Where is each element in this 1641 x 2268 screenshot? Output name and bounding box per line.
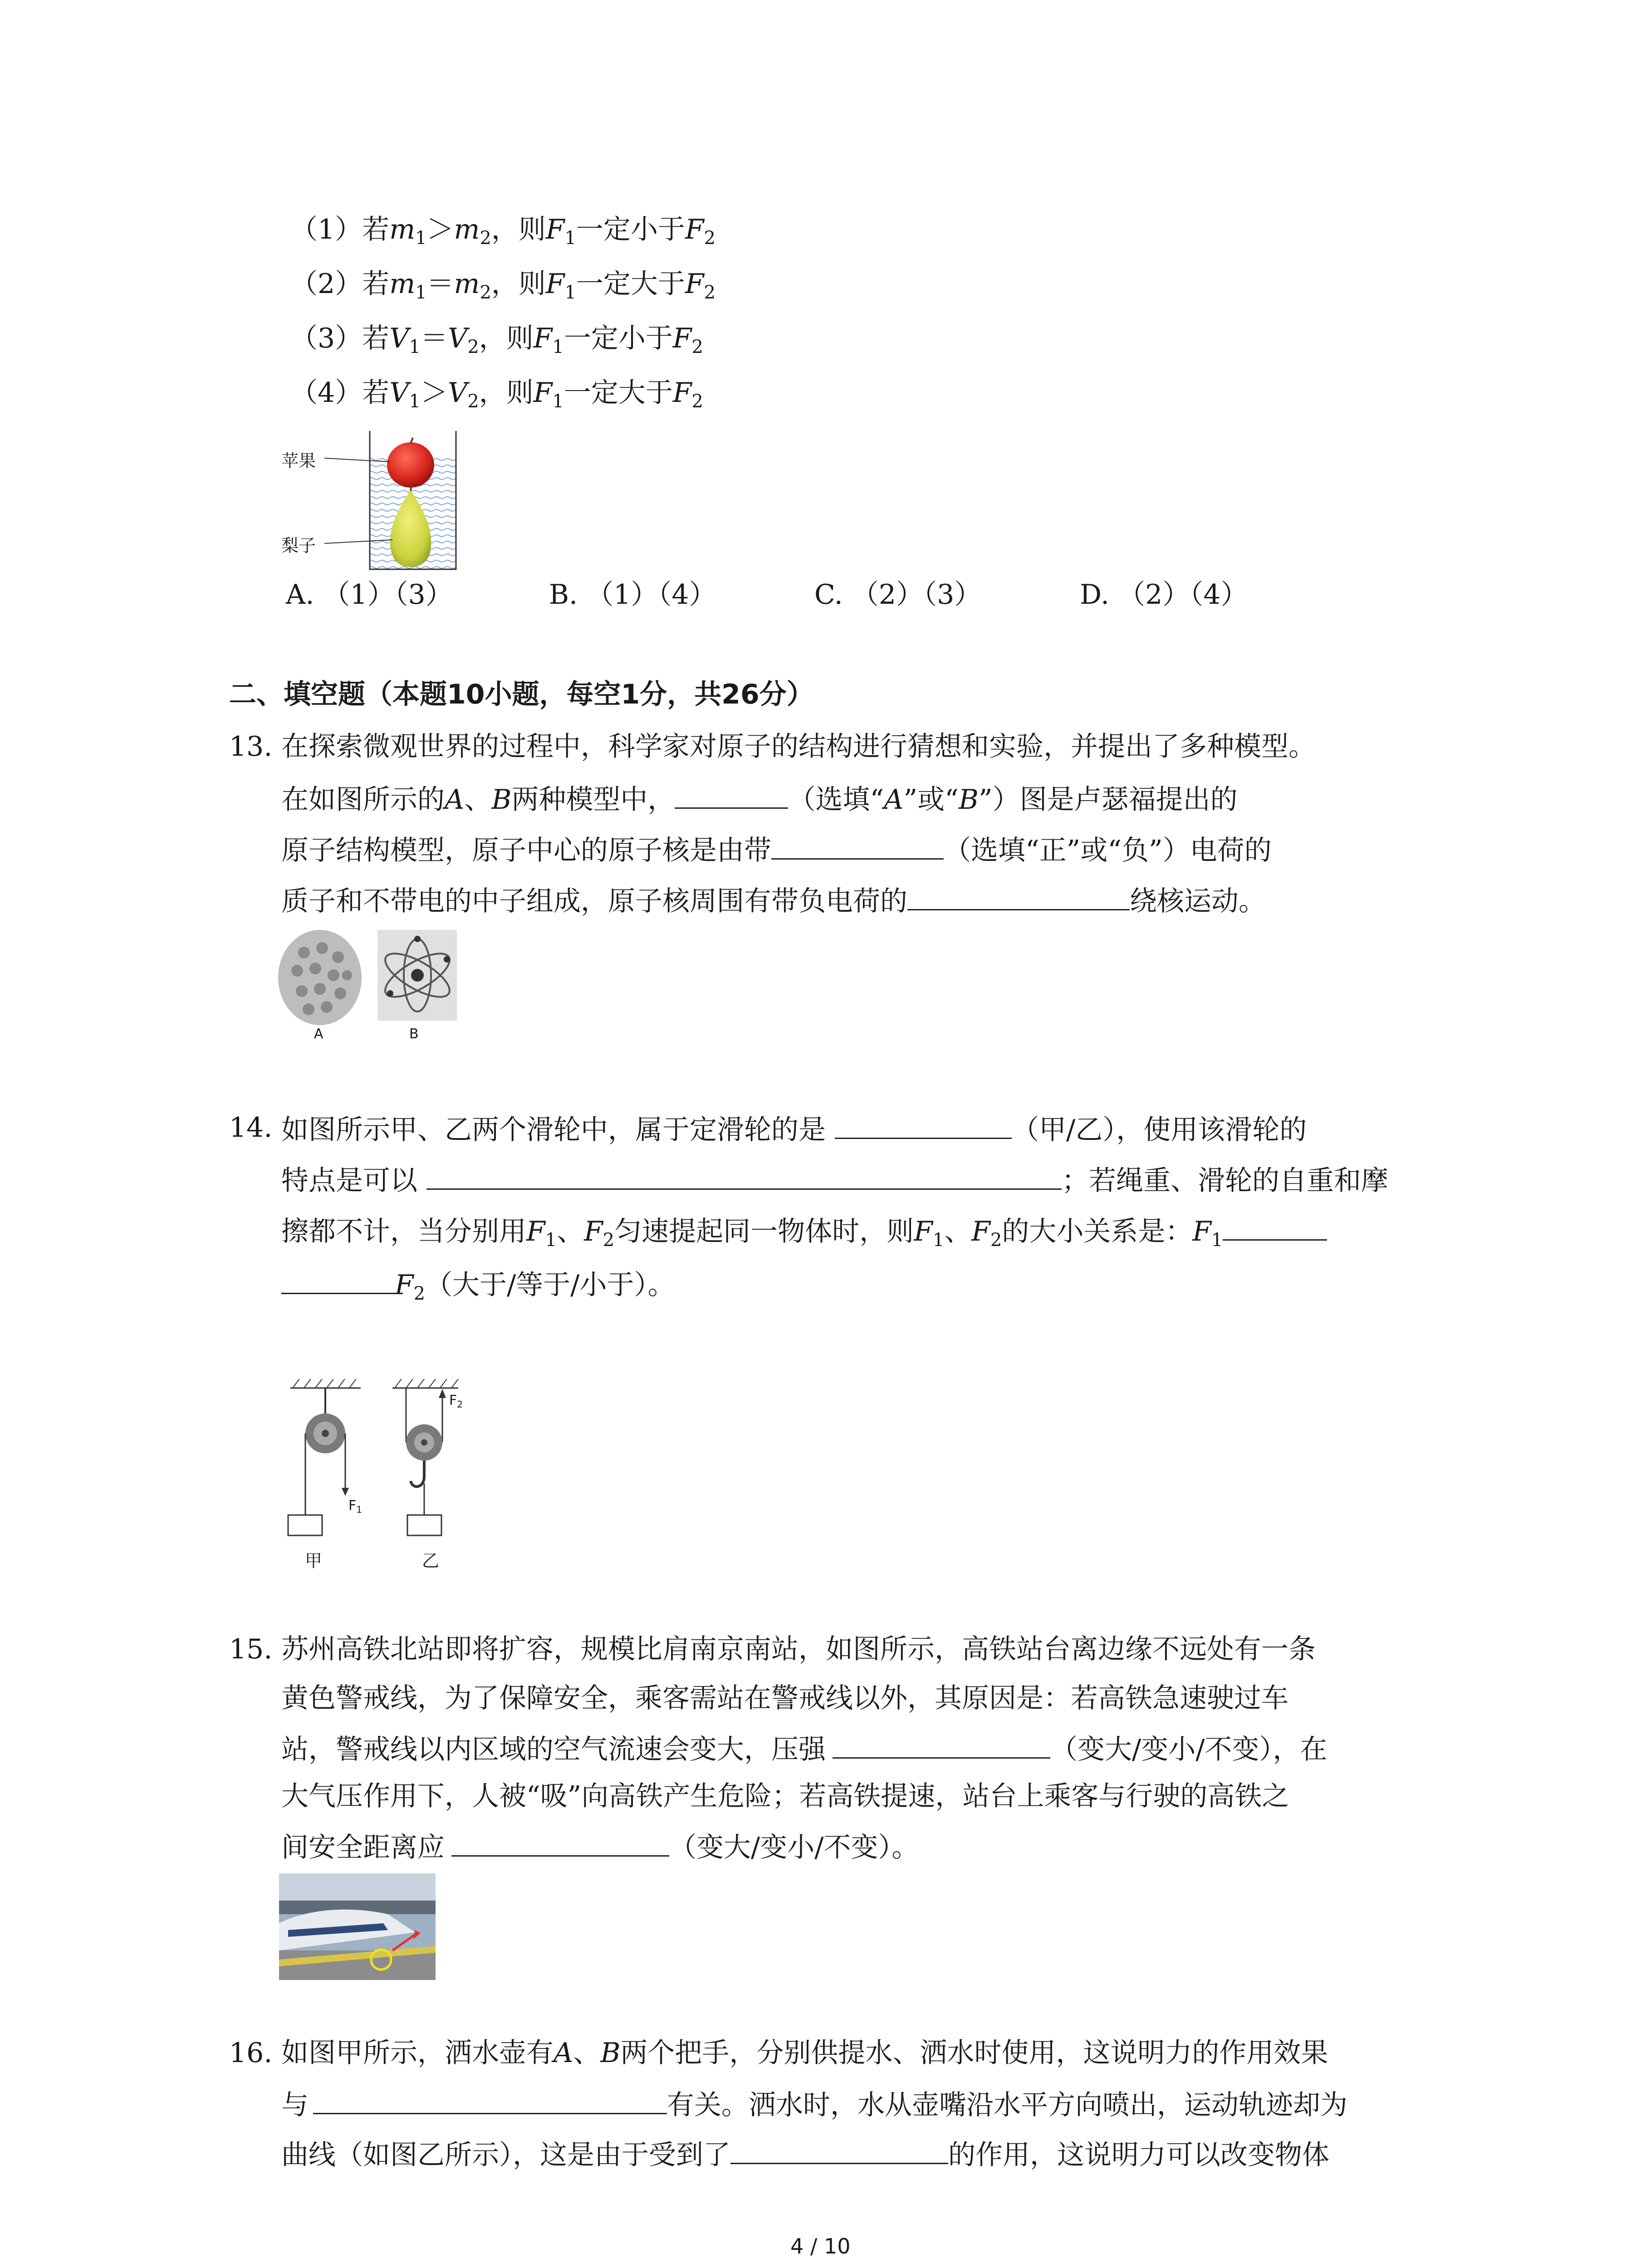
q15-line-1: 苏州高铁北站即将扩容，规模比肩南京南站，如图所示，高铁站台离边缘不远处有一条 xyxy=(281,1633,1316,1665)
pulley-figure xyxy=(272,1379,490,1579)
q15-line-4: 大气压作用下，人被“吸”向高铁产生危险；若高铁提速，站台上乘客与行驶的高铁之 xyxy=(281,1780,1289,1812)
q15-blank-1[interactable] xyxy=(833,1731,1050,1759)
q12-statement-1: （1）若$m_1>m_2$，则$F_1$一定小于$F_2$ xyxy=(290,214,716,249)
q12-statement-4: （4）若$V_1>V_2$，则$F_1$一定大于$F_2$ xyxy=(290,377,703,412)
q14-line-3: 擦都不计，当分别用$F_1$、$F_2$匀速提起同一物体时，则$F_1$、$F_2$的大小关系是：$F_1$ xyxy=(281,1213,1327,1256)
q14-blank-3b[interactable] xyxy=(281,1266,395,1294)
q12-statement-2: （2）若$m_1=m_2$，则$F_1$一定大于$F_2$ xyxy=(290,268,716,303)
train-illustration xyxy=(279,1873,436,1980)
q14-line-4: $F_2$（大于/等于/小于）。 xyxy=(281,1266,675,1310)
q15-blank-2[interactable] xyxy=(451,1829,669,1857)
q14-blank-1[interactable] xyxy=(835,1111,1012,1139)
q12-statement-3: （3）若$V_1=V_2$，则$F_1$一定小于$F_2$ xyxy=(290,323,703,357)
q15-line-5: 间安全距离应 （变大/变小/不变）。 xyxy=(281,1829,919,1864)
q14-number: 14. xyxy=(229,1112,273,1144)
q14-blank-2[interactable] xyxy=(426,1162,1062,1190)
q13-line-1: 在探索微观世界的过程中，科学家对原子的结构进行猜想和实验，并提出了多种模型。 xyxy=(281,731,1316,763)
pulley-jia-label: 甲 xyxy=(305,1551,323,1571)
q16-line-1: 如图甲所示，洒水壶有A、B两个把手，分别供提水、洒水时使用，这说明力的作用效果 xyxy=(281,2037,1328,2069)
section-heading: 二、填空题（本题10小题，每空1分，共26分） xyxy=(229,679,814,710)
page-number: 4 / 10 xyxy=(790,2234,851,2258)
q13-blank-3[interactable] xyxy=(907,883,1130,910)
q16-blank-1[interactable] xyxy=(313,2087,667,2114)
atom-models-figure xyxy=(277,925,467,1043)
q13-line-3: 原子结构模型，原子中心的原子核是由带 （选填“正”或“负”）电荷的 xyxy=(281,832,1272,867)
q12-option-d[interactable]: D. （2）（4） xyxy=(1080,579,1248,611)
q16-number: 16. xyxy=(229,2037,273,2069)
q12-option-a[interactable]: A. （1）（3） xyxy=(286,579,453,611)
nuclear-model xyxy=(377,930,457,1021)
movable-pulley xyxy=(406,1388,446,1535)
q13-blank-2[interactable] xyxy=(771,832,944,860)
pulley-yi-label: 乙 xyxy=(422,1551,440,1571)
q14-line-2: 特点是可以 ；若绳重、滑轮的自重和摩 xyxy=(281,1162,1388,1197)
q12-option-c[interactable]: C. （2）（3） xyxy=(814,579,982,611)
pear-label: 梨子 xyxy=(281,536,316,556)
fruit-in-water-figure xyxy=(281,431,472,576)
q13-blank-1[interactable] xyxy=(675,781,788,809)
q15-number: 15. xyxy=(229,1633,273,1665)
atom-model-b-label: B xyxy=(409,1026,419,1042)
train-photo xyxy=(279,1873,436,1980)
q15-line-3: 站，警戒线以内区域的空气流速会变大，压强 （变大/变小/不变），在 xyxy=(281,1731,1327,1766)
q15-line-2: 黄色警戒线，为了保障安全，乘客需站在警戒线以外，其原因是：若高铁急速驶过车 xyxy=(281,1682,1288,1714)
q13-line-4: 质子和不带电的中子组成，原子核周围有带负电荷的 绕核运动。 xyxy=(281,883,1266,918)
fixed-pulley xyxy=(288,1388,349,1535)
pulley-f1-label: $F_1$ xyxy=(348,1498,362,1515)
q16-line-2: 与 有关。洒水时，水从壶嘴沿水平方向喷出，运动轨迹却为 xyxy=(281,2087,1347,2121)
q16-line-3: 曲线（如图乙所示），这是由于受到了 的作用，这说明力可以改变物体 xyxy=(281,2136,1329,2171)
apple-label: 苹果 xyxy=(281,451,316,471)
q13-number: 13. xyxy=(229,731,273,763)
atom-models-diagram xyxy=(277,925,467,1025)
pulley-f2-label: $F_2$ xyxy=(449,1393,463,1410)
atom-model-a-label: A xyxy=(314,1026,323,1042)
q13-line-2: 在如图所示的A、B两种模型中， （选填“A”或“B”）图是卢瑟福提出的 xyxy=(281,781,1238,816)
q16-blank-2[interactable] xyxy=(730,2136,948,2164)
q12-option-b[interactable]: B. （1）（4） xyxy=(549,579,716,611)
q14-line-1: 如图所示甲、乙两个滑轮中，属于定滑轮的是 （甲/乙），使用该滑轮的 xyxy=(281,1111,1307,1146)
q14-blank-3a[interactable] xyxy=(1223,1213,1327,1241)
apple-shape xyxy=(387,442,434,488)
